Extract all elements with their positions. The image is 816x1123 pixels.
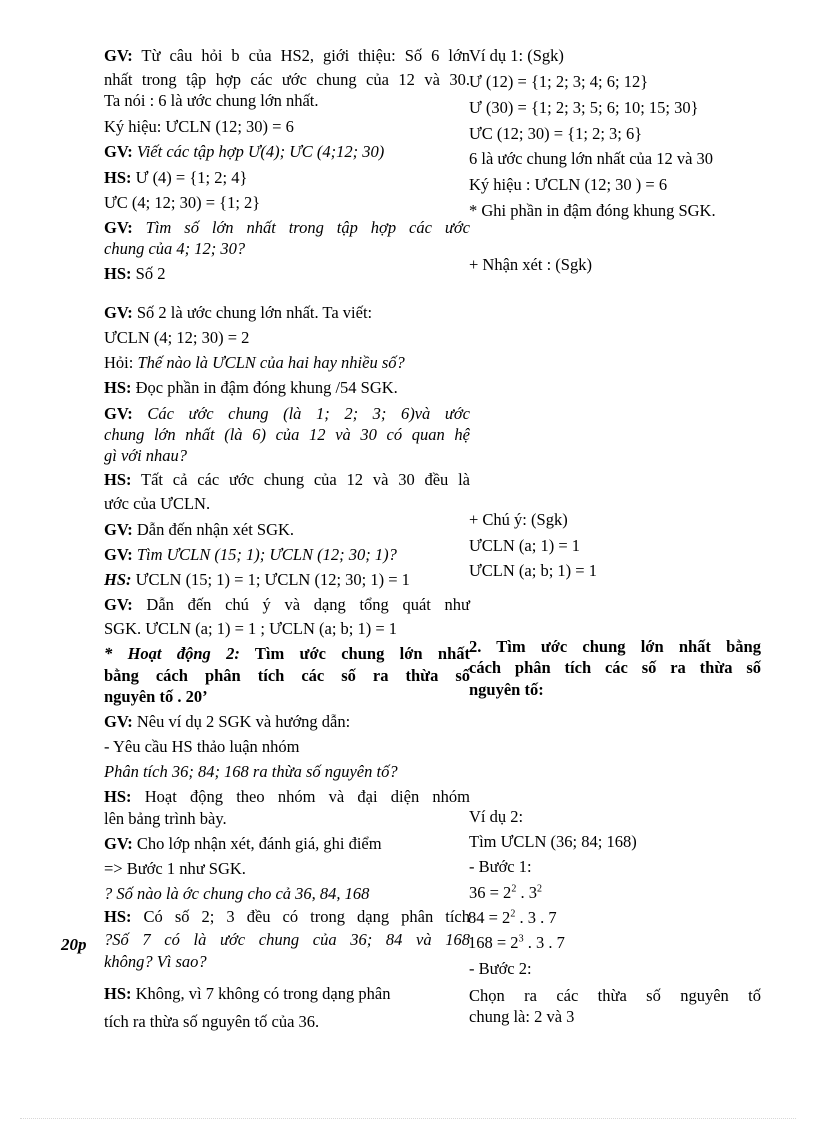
text-line: GV: Tìm ƯCLN (15; 1); ƯCLN (12; 30; 1)? <box>104 545 397 564</box>
text-line: + Chú ý: (Sgk) <box>469 510 568 529</box>
text-line: HS: Có số 2; 3 đều có trong dạng phân tích <box>104 907 470 926</box>
footer-divider <box>20 1118 796 1119</box>
text-line: HS: Không, vì 7 không có trong dạng phân <box>104 984 391 1003</box>
text-line: không? Vì sao? <box>104 952 207 971</box>
text-line: HS: ƯCLN (15; 1) = 1; ƯCLN (12; 30; 1) = 1 <box>104 570 410 589</box>
section-heading: cách phân tích các số ra thừa số <box>469 658 761 677</box>
text-line: Ta nói : 6 là ước chung lớn nhất. <box>104 91 319 110</box>
text-line: GV: Nêu ví dụ 2 SGK và hướng dẫn: <box>104 712 351 731</box>
time-note: 20p <box>61 935 87 954</box>
activity-heading: nguyên tố . 20’ <box>104 687 208 706</box>
text-line: HS: Tất cả các ước chung của 12 và 30 đều là <box>104 470 470 489</box>
text-line: GV: Cho lớp nhận xét, đánh giá, ghi điểm <box>104 834 382 853</box>
text-line: HS: Hoạt động theo nhóm và đại diện nhóm <box>104 787 470 806</box>
activity-heading: * Hoạt động 2: Tìm ước chung lớn nhất <box>104 644 470 663</box>
text-line: - Bước 1: <box>469 857 532 876</box>
text-line: ? Số nào là ớc chung cho cả 36, 84, 168 <box>104 884 370 903</box>
text-line: gì với nhau? <box>104 446 188 465</box>
text-line: ?Số 7 có là ước chung của 36; 84 và 168 <box>104 930 470 949</box>
text-line: HS: Ư (4) = {1; 2; 4} <box>104 168 248 187</box>
text-line: chung là: 2 và 3 <box>469 1007 575 1026</box>
text-line: Ví dụ 1: (Sgk) <box>469 46 564 65</box>
text-line: GV: Số 2 là ước chung lớn nhất. Ta viết: <box>104 303 373 322</box>
text-line: - Bước 2: <box>469 959 532 978</box>
text-line: GV: Dẫn đến nhận xét SGK. <box>104 520 295 539</box>
text-line: Ư (30) = {1; 2; 3; 5; 6; 10; 15; 30} <box>469 98 699 117</box>
text-line: GV: Các ước chung (là 1; 2; 3; 6)và ước <box>104 404 470 423</box>
text-line: lên bảng trình bày. <box>104 809 227 828</box>
text-line: ƯC (4; 12; 30) = {1; 2} <box>104 193 261 212</box>
text-line: Ký hiệu: ƯCLN (12; 30) = 6 <box>104 117 294 136</box>
text-line: Tìm ƯCLN (36; 84; 168) <box>469 832 637 851</box>
text-line: 6 là ước chung lớn nhất của 12 và 30 <box>469 149 714 168</box>
text-line: ƯCLN (4; 12; 30) = 2 <box>104 328 250 347</box>
text-line: GV: Từ câu hỏi b của HS2, giới thiệu: Số 6 lớn <box>104 46 470 65</box>
text-line: nhất trong tập hợp các ước chung của 12 và 30. <box>104 70 470 89</box>
text-line: ước của ƯCLN. <box>104 494 211 513</box>
text-line: chung của 4; 12; 30? <box>104 239 246 258</box>
text-line: tích ra thừa số nguyên tố của 36. <box>104 1012 320 1031</box>
text-line: chung lớn nhất (là 6) của 12 và 30 có quan hệ <box>104 425 470 444</box>
text-line: HS: Số 2 <box>104 264 166 283</box>
text-line: Phân tích 36; 84; 168 ra thừa số nguyên tố? <box>104 762 398 781</box>
math-line: $84 = 2^2$ . 3 . 7 <box>468 908 557 927</box>
math-line: $168 = 2^3$ . 3 . 7 <box>468 933 565 952</box>
text-line: Ư (12) = {1; 2; 3; 4; 6; 12} <box>469 72 649 91</box>
text-line: GV: Dẫn đến chú ý và dạng tổng quát như <box>104 595 470 614</box>
math-line: $36 = 2^2$ . $3^2$ <box>469 883 542 902</box>
section-heading: nguyên tố: <box>469 680 544 699</box>
text-line: ƯC (12; 30) = {1; 2; 3; 6} <box>469 124 643 143</box>
text-line: * Ghi phần in đậm đóng khung SGK. <box>469 201 716 220</box>
text-line: Ký hiệu : ƯCLN (12; 30 ) = 6 <box>469 175 668 194</box>
text-line: ƯCLN (a; 1) = 1 <box>469 536 581 555</box>
text-line: + Nhận xét : (Sgk) <box>469 255 592 274</box>
text-line: GV: Tìm số lớn nhất trong tập hợp các ước <box>104 218 470 237</box>
section-heading: 2. Tìm ước chung lớn nhất bằng <box>469 637 761 656</box>
text-line: SGK. ƯCLN (a; 1) = 1 ; ƯCLN (a; b; 1) = 1 <box>104 619 398 638</box>
text-line: => Bước 1 như SGK. <box>104 859 246 878</box>
text-line: GV: Viết các tập hợp Ư(4); ƯC (4;12; 30) <box>104 142 385 161</box>
text-line: Ví dụ 2: <box>469 807 524 826</box>
text-line: Chọn ra các thừa số nguyên tố <box>469 986 761 1005</box>
text-line: Hỏi: Thế nào là ƯCLN của hai hay nhiều số? <box>104 353 405 372</box>
text-line: - Yêu cầu HS thảo luận nhóm <box>104 737 300 756</box>
activity-heading: bằng cách phân tích các số ra thừa số <box>104 666 470 685</box>
text-line: ƯCLN (a; b; 1) = 1 <box>469 561 597 580</box>
text-line: HS: Đọc phần in đậm đóng khung /54 SGK. <box>104 378 398 397</box>
